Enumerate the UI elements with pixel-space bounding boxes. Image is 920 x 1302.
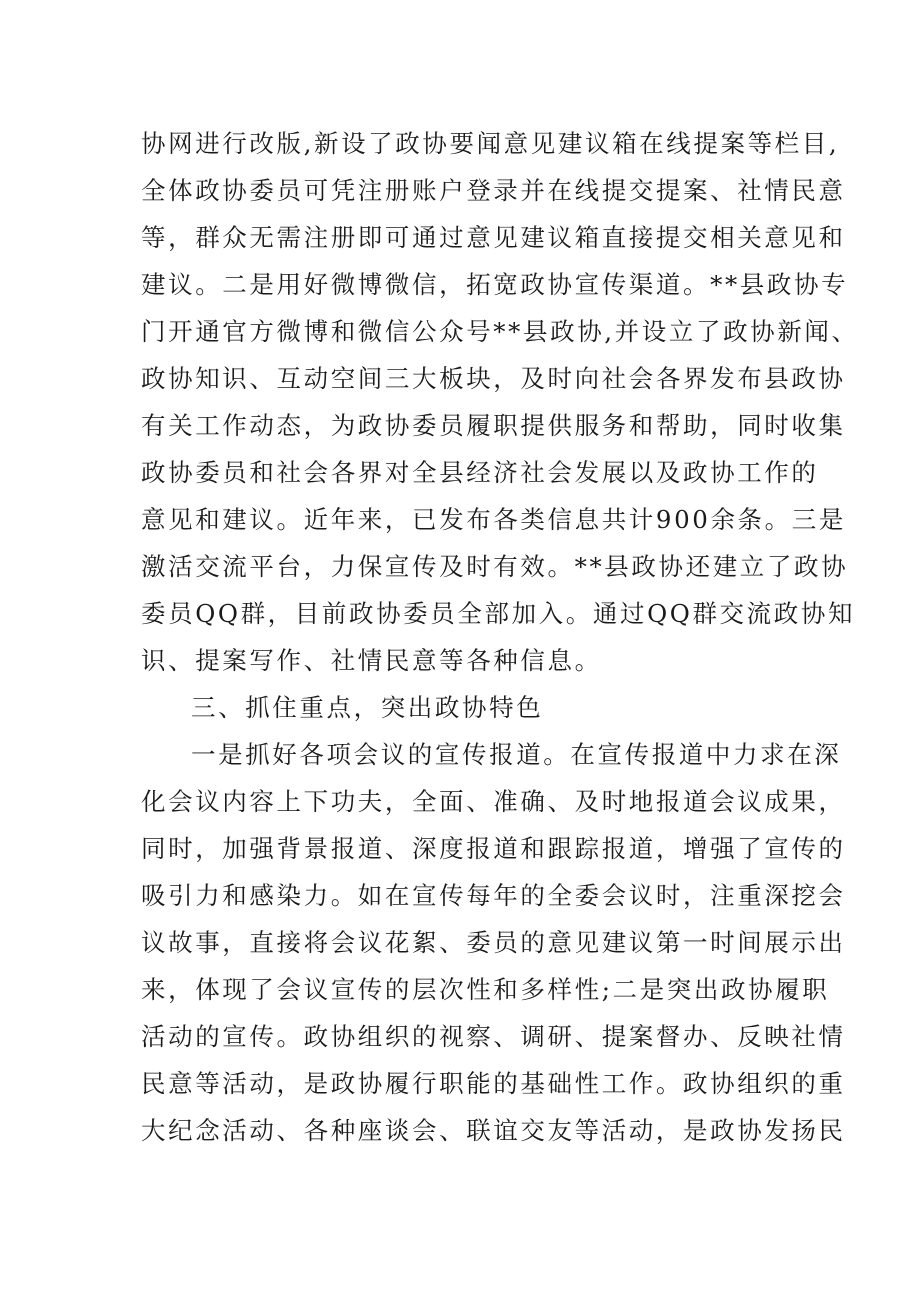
text-line: 活动的宣传。政协组织的视察、调研、提案督办、反映社情 <box>141 1022 846 1051</box>
text-line: 同时，加强背景报道、深度报道和跟踪报道，增强了宣传的 <box>141 834 846 863</box>
text-line: 化会议内容上下功夫，全面、准确、及时地报道会议成果， <box>141 787 846 816</box>
paragraph-first-line: 一是抓好各项会议的宣传报道。在宣传报道中力求在深 <box>191 740 842 769</box>
text-line: 政协知识、互动空间三大板块，及时向社会各界发布县政协 <box>141 364 846 393</box>
text-line: 委员QQ群，目前政协委员全部加入。通过QQ群交流政协知 <box>141 599 856 628</box>
text-line: 门开通官方微博和微信公众号**县政协,并设立了政协新闻、 <box>141 317 859 346</box>
text-line: 全体政协委员可凭注册账户登录并在线提交提案、社情民意 <box>141 176 846 205</box>
text-line: 有关工作动态，为政协委员履职提供服务和帮助，同时收集 <box>141 411 846 440</box>
text-line: 来，体现了会议宣传的层次性和多样性;二是突出政协履职 <box>141 975 830 1004</box>
text-line: 激活交流平台，力保宣传及时有效。**县政协还建立了政协 <box>141 552 849 581</box>
section-heading: 三、抓住重点，突出政协特色 <box>191 693 544 722</box>
text-line: 议故事，直接将会议花絮、委员的意见建议第一时间展示出 <box>141 928 846 957</box>
text-line: 意见和建议。近年来，已发布各类信息共计900余条。三是 <box>141 505 846 534</box>
text-line: 协网进行改版,新设了政协要闻意见建议箱在线提案等栏目, <box>141 129 840 158</box>
body-text <box>141 120 859 1154</box>
text-line: 识、提案写作、社情民意等各种信息。 <box>141 646 602 675</box>
text-line: 民意等活动，是政协履行职能的基础性工作。政协组织的重 <box>141 1069 846 1098</box>
text-line: 大纪念活动、各种座谈会、联谊交友等活动，是政协发扬民 <box>141 1116 846 1145</box>
text-line: 吸引力和感染力。如在宣传每年的全委会议时，注重深挖会 <box>141 881 846 910</box>
text-line: 政协委员和社会各界对全县经济社会发展以及政协工作的 <box>141 458 819 487</box>
text-line: 建议。二是用好微博微信，拓宽政协宣传渠道。**县政协专 <box>141 270 849 299</box>
text-line: 等，群众无需注册即可通过意见建议箱直接提交相关意见和 <box>141 223 846 252</box>
